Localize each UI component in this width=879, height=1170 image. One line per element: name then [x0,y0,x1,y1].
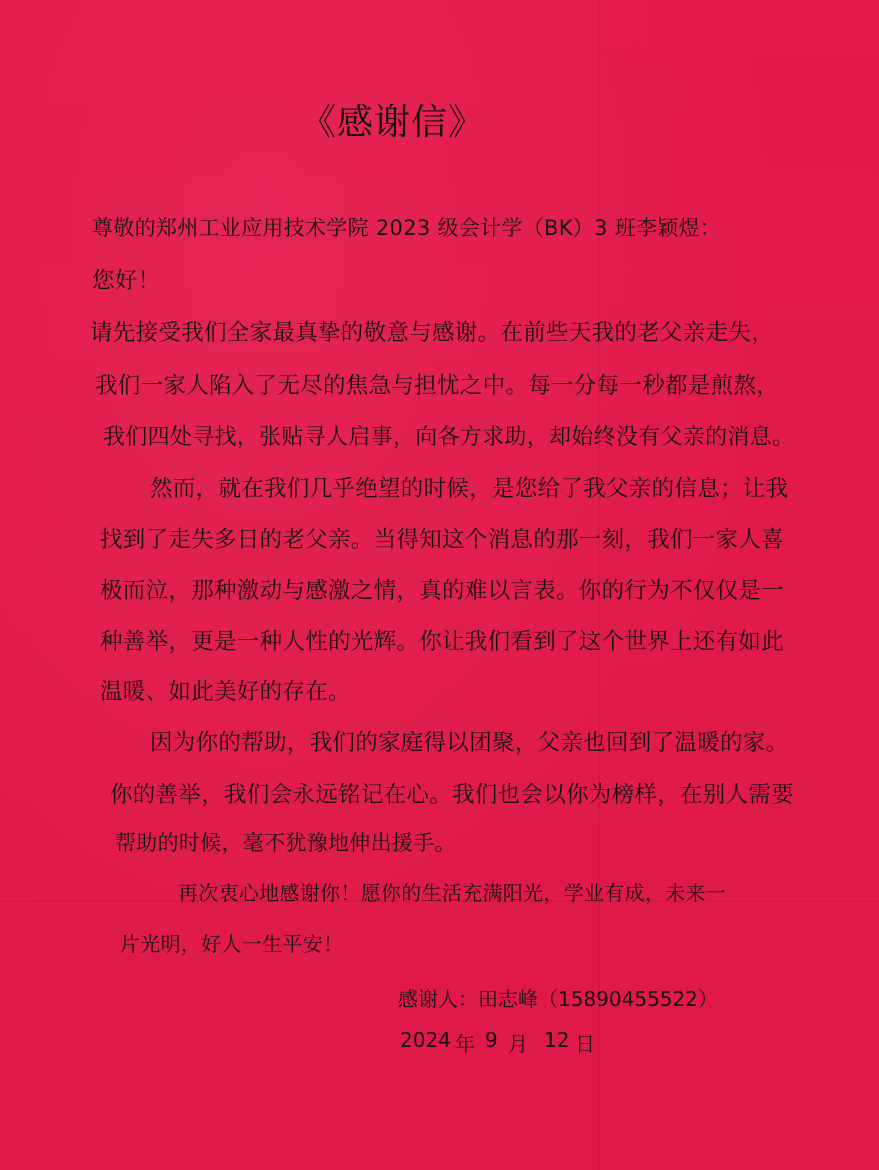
date-day: 12 [544,1028,570,1052]
body-line: 你的善举，我们会永远铭记在心。我们也会以你为榜样，在别人需要 [110,782,795,808]
signature: 感谢人：田志峰（15890455522） [398,987,718,1011]
date-month: 9 [485,1028,498,1052]
body-line: 然而，就在我们几乎绝望的时候，是您给了我父亲的信息；让我 [150,476,789,502]
body-line: 帮助的时候，毫不犹豫地伸出援手。 [115,831,456,855]
body-line: 我们四处寻找，张贴寻人启事，向各方求助，却始终没有父亲的消息。 [103,425,795,450]
body-line: 找到了走失多日的老父亲。当得知这个消息的那一刻，我们一家人喜 [100,527,785,553]
body-line: 种善举，更是一种人性的光辉。你让我们看到了这个世界上还有如此 [100,629,785,655]
letter-title: 《感谢信》 [300,102,486,143]
body-line: 温暖、如此美好的存在。 [100,679,351,705]
body-line: 片光明，好人一生平安！ [120,932,344,956]
date-month-unit: 月 [508,1032,528,1056]
date-year: 2024 [400,1028,451,1052]
body-line: 请先接受我们全家最真挚的敬意与感谢。在前些天我的老父亲走失， [90,320,775,346]
body-line: 因为你的帮助，我们的家庭得以团聚，父亲也回到了温暖的家。 [150,730,789,756]
salutation: 尊敬的郑州工业应用技术学院 2023 级会计学（BK）3 班李颖煜： [92,216,722,240]
date-day-unit: 日 [575,1032,595,1056]
greeting: 您好！ [92,268,161,294]
body-line: 我们一家人陷入了无尽的焦急与担忧之中。每一分每一秒都是煎熬， [95,373,780,399]
body-line: 极而泣，那种激动与感激之情，真的难以言表。你的行为不仅仅是一 [100,578,785,604]
body-line: 再次衷心地感谢你！愿你的生活充满阳光，学业有成，未来一 [178,881,727,905]
date-year-unit: 年 [455,1032,475,1056]
